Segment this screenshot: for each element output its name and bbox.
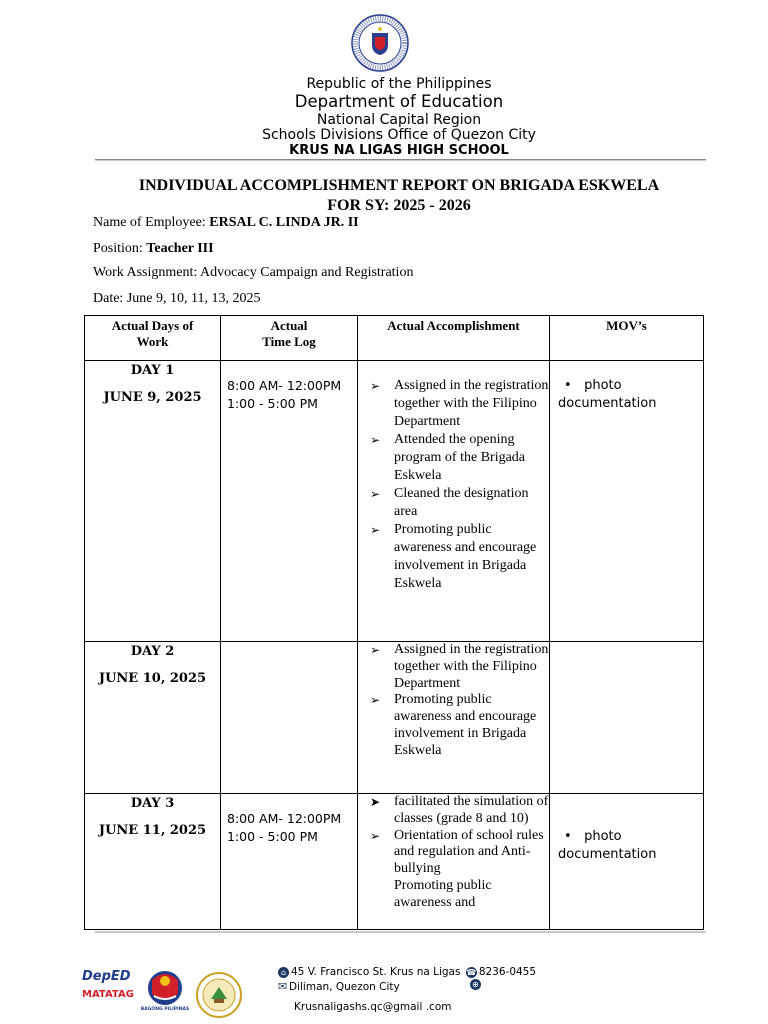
school-seal-icon <box>196 972 242 1018</box>
accomplishment-list <box>358 377 549 593</box>
work-assignment-value: Advocacy Campaign and Registration <box>200 265 414 280</box>
mov-text: photo <box>584 378 622 393</box>
header-school: KRUS NA LIGAS HIGH SCHOOL <box>289 143 509 158</box>
deped-seal-icon <box>351 14 409 72</box>
report-title: INDIVIDUAL ACCOMPLISHMENT REPORT ON BRIGADA ESKWELA <box>138 177 660 194</box>
matatag-logo-text: MATATAG <box>82 989 134 1000</box>
header-division: Schools Divisions Office of Quezon City <box>262 127 536 143</box>
list-item-text: Orientation of school rules and regulation and Anti-bullying <box>394 827 544 877</box>
day-cell <box>85 361 221 642</box>
day-cell <box>85 642 221 794</box>
table-row <box>85 361 704 642</box>
mov-cell <box>550 794 704 930</box>
list-item <box>370 827 549 878</box>
mov-line-2: documentation <box>558 847 657 862</box>
list-item-text: Assigned in the registration together with the Filipino Department <box>394 378 549 429</box>
web-icon: ⊕ <box>470 979 481 990</box>
table-row <box>85 794 704 930</box>
mov-cell <box>550 361 704 642</box>
header-mov <box>550 316 704 361</box>
day-date: JUNE 10, 2025 <box>98 671 207 686</box>
arrow-bullet-icon: ➢ <box>370 523 381 537</box>
table-row <box>85 642 704 794</box>
header-accomplishment-text: Actual Accomplishment <box>387 318 520 333</box>
address-text: 45 V. Francisco St. Krus na Ligas <box>291 966 461 978</box>
bagong-pilipinas-text: BAGONG PILIPINAS <box>140 1007 190 1012</box>
header-days <box>85 316 221 361</box>
header-time-line1: Actual <box>270 318 308 333</box>
arrow-bullet-icon: ➢ <box>370 643 381 657</box>
list-item-text: Promoting public awareness and encourage involvement in Brigada Eskwela <box>394 692 537 758</box>
location-icon: ⌂ <box>278 967 289 978</box>
header-accomplishment <box>358 316 550 361</box>
arrow-bullet-icon: ➢ <box>370 379 381 393</box>
time-cell <box>221 361 358 642</box>
list-item-text: Cleaned the designation area <box>394 486 529 519</box>
work-assignment-label: Work Assignment: <box>93 265 198 280</box>
header-department: Department of Education <box>294 92 504 111</box>
list-item-text: Promoting public awareness and <box>394 877 492 910</box>
list-item-text: Promoting public awareness and encourage involvement in Brigada Eskwela <box>394 522 537 591</box>
mov-cell <box>550 642 704 794</box>
accomplishment-table <box>84 315 704 930</box>
table-header-row <box>85 316 704 361</box>
list-item <box>370 794 549 828</box>
day-label: DAY 2 <box>130 644 175 659</box>
day-date: JUNE 11, 2025 <box>98 823 207 838</box>
list-item <box>370 377 549 431</box>
date-field <box>93 291 260 307</box>
phone-text: 8236-0455 <box>478 966 537 978</box>
footer-address-line2 <box>278 980 400 994</box>
header-days-line2: Work <box>136 334 169 349</box>
work-assignment-field <box>93 265 413 281</box>
header-mov-text: MOV’s <box>606 318 647 333</box>
day-cell <box>85 794 221 930</box>
time-cell <box>221 642 358 794</box>
list-item <box>370 485 549 521</box>
employee-name-label: Name of Employee: <box>93 215 206 230</box>
footer-divider <box>95 931 706 933</box>
position-value: Teacher III <box>146 241 214 256</box>
arrow-bullet-icon: ➢ <box>370 828 381 843</box>
time-afternoon: 1:00 - 5:00 PM <box>227 829 318 844</box>
footer-email: Krusnaligashs.qc@gmail .com <box>294 1001 452 1013</box>
list-item <box>370 692 549 759</box>
mov-line-2: documentation <box>558 396 657 411</box>
header-time-line2: Time Log <box>262 334 316 349</box>
time-morning: 8:00 AM- 12:00PM <box>227 811 342 826</box>
time-afternoon: 1:00 - 5:00 PM <box>227 396 318 411</box>
date-label: Date: <box>93 291 124 306</box>
deped-logo-text: DepED <box>82 969 131 984</box>
bullet-icon: • <box>564 378 572 393</box>
accomplishment-cell <box>358 794 550 930</box>
mov-text: photo <box>584 829 622 844</box>
footer-address-line1 <box>278 965 536 979</box>
deped-matatag-logo <box>82 970 132 1014</box>
list-item-text: Assigned in the registration together with the Filipino Department <box>394 642 549 691</box>
day-label: DAY 1 <box>130 363 175 378</box>
mov-line <box>558 828 703 846</box>
list-item <box>370 642 549 692</box>
accomplishment-cell <box>358 361 550 642</box>
list-item-text: Attended the opening program of the Brigada Eskwela <box>394 432 526 483</box>
day-label: DAY 3 <box>130 796 175 811</box>
arrow-bullet-icon: ➢ <box>370 433 381 447</box>
address-text-2: Diliman, Quezon City <box>289 981 400 993</box>
date-value: June 9, 10, 11, 13, 2025 <box>126 291 261 306</box>
header-days-line1: Actual Days of <box>111 318 194 333</box>
position-field <box>93 241 214 257</box>
employee-name-value: ERSAL C. LINDA JR. II <box>209 215 359 230</box>
header-divider <box>95 159 706 161</box>
email-icon: ✉ <box>278 980 288 993</box>
mov-line <box>558 377 703 395</box>
position-label: Position: <box>93 241 143 256</box>
arrow-bullet-icon: ➢ <box>370 487 381 501</box>
arrow-bullet-icon: ➢ <box>370 693 381 708</box>
accomplishment-cell <box>358 642 550 794</box>
header-region: National Capital Region <box>316 112 482 128</box>
time-morning: 8:00 AM- 12:00PM <box>227 378 342 393</box>
report-subtitle: FOR SY: 2025 - 2026 <box>327 197 471 214</box>
list-item <box>370 431 549 485</box>
time-cell <box>221 794 358 930</box>
header-republic: Republic of the Philippines <box>306 76 492 92</box>
header-time-log <box>221 316 358 361</box>
phone-icon: ☎ <box>466 967 477 977</box>
arrow-bullet-icon: ➤ <box>370 795 381 809</box>
bullet-icon: • <box>564 829 572 844</box>
list-item <box>394 878 549 912</box>
day-date: JUNE 9, 2025 <box>103 390 202 405</box>
employee-name-field <box>93 215 359 231</box>
list-item <box>370 521 549 593</box>
accomplishment-list <box>358 794 549 912</box>
list-item-text: facilitated the simulation of classes (grade 8 and 10) <box>394 794 549 826</box>
accomplishment-list <box>358 642 549 760</box>
